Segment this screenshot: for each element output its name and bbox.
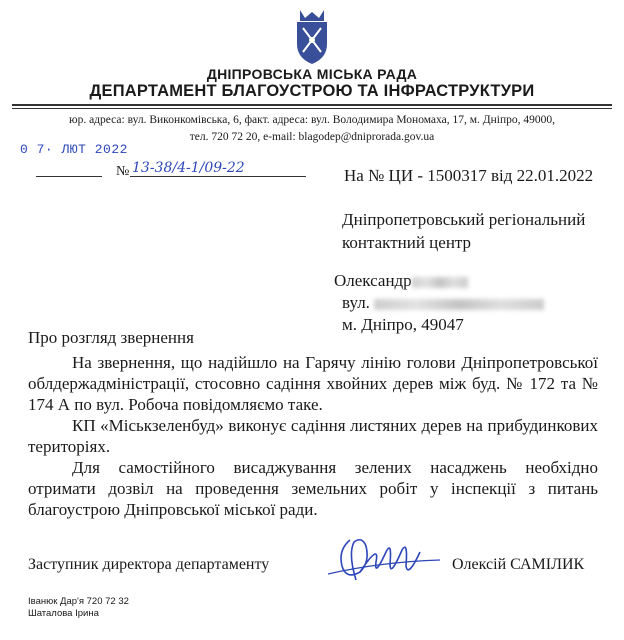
letter-body <box>28 352 598 520</box>
body-paragraph-1: На звернення, що надійшло на Гарячу лінію голови Дніпропетровської облдержадміністрації, стосовно садіння хвойних дерев між буд. № 172 та № 174 А по вул. Робоча повідомляємо таке. <box>28 353 598 414</box>
registration-date-stamp: 0 7· ЛЮТ 2022 <box>20 142 128 157</box>
outgoing-date-line <box>36 176 102 177</box>
addressee-name-prefix: Олександр <box>334 271 412 290</box>
header-rule-top <box>12 104 612 106</box>
executor-line-1: Іванюк Дар'я 720 72 32 <box>28 596 129 607</box>
body-paragraph-3: Для самостійного висаджування зелених насаджень необхідно отримати дозвіл на проведення земельних робіт у інспекції з питань благоустрою Дніпровської міської ради. <box>28 458 598 519</box>
addressee-name <box>334 270 544 292</box>
dnipro-coat-of-arms <box>287 6 337 66</box>
addressee-street-prefix: вул. <box>342 293 375 312</box>
address-line-2: тел. 720 72 20, e-mail: blagodep@dniprorada.gov.ua <box>189 131 435 143</box>
handwritten-signature <box>320 532 450 588</box>
letter-subject: Про розгляд звернення <box>28 328 194 347</box>
body-paragraph-2: КП «Міськзеленбуд» виконує садіння листяних дерев на прибудинкових територіях. <box>28 416 598 456</box>
department-name: ДЕПАРТАМЕНТ БЛАГОУСТРОЮ ТА ІНФРАСТРУКТУРИ <box>89 82 535 100</box>
recipient-line-2: контактний центр <box>342 233 472 252</box>
addressee-city: м. Дніпро, 49047 <box>342 315 464 334</box>
header-rule-bottom <box>12 108 612 109</box>
redacted-street <box>374 299 544 310</box>
recipient-block <box>342 208 585 254</box>
redacted-surname <box>412 277 468 288</box>
signatory-name: Олексій САМІЛИК <box>452 556 585 573</box>
outgoing-number-handwritten: 13-38/4-1/09-22 <box>130 160 306 177</box>
outgoing-number-prefix: № <box>116 164 130 179</box>
reply-reference: На № ЦИ - 1500317 від 22.01.2022 <box>344 166 594 185</box>
executors <box>28 596 129 620</box>
address-line-1: юр. адреса: вул. Виконкомівська, 6, факт. адреса: вул. Володимира Мономаха, 17, м. Дніпро, 49000, <box>68 114 555 126</box>
council-name: ДНІПРОВСЬКА МІСЬКА РАДА <box>206 66 418 82</box>
signatory-position: Заступник директора департаменту <box>28 556 270 573</box>
addressee-street <box>334 292 544 314</box>
recipient-line-1: Дніпропетровський регіональний <box>342 210 586 229</box>
addressee-block <box>334 270 544 336</box>
executor-line-2: Шаталова Ірина <box>28 608 99 619</box>
